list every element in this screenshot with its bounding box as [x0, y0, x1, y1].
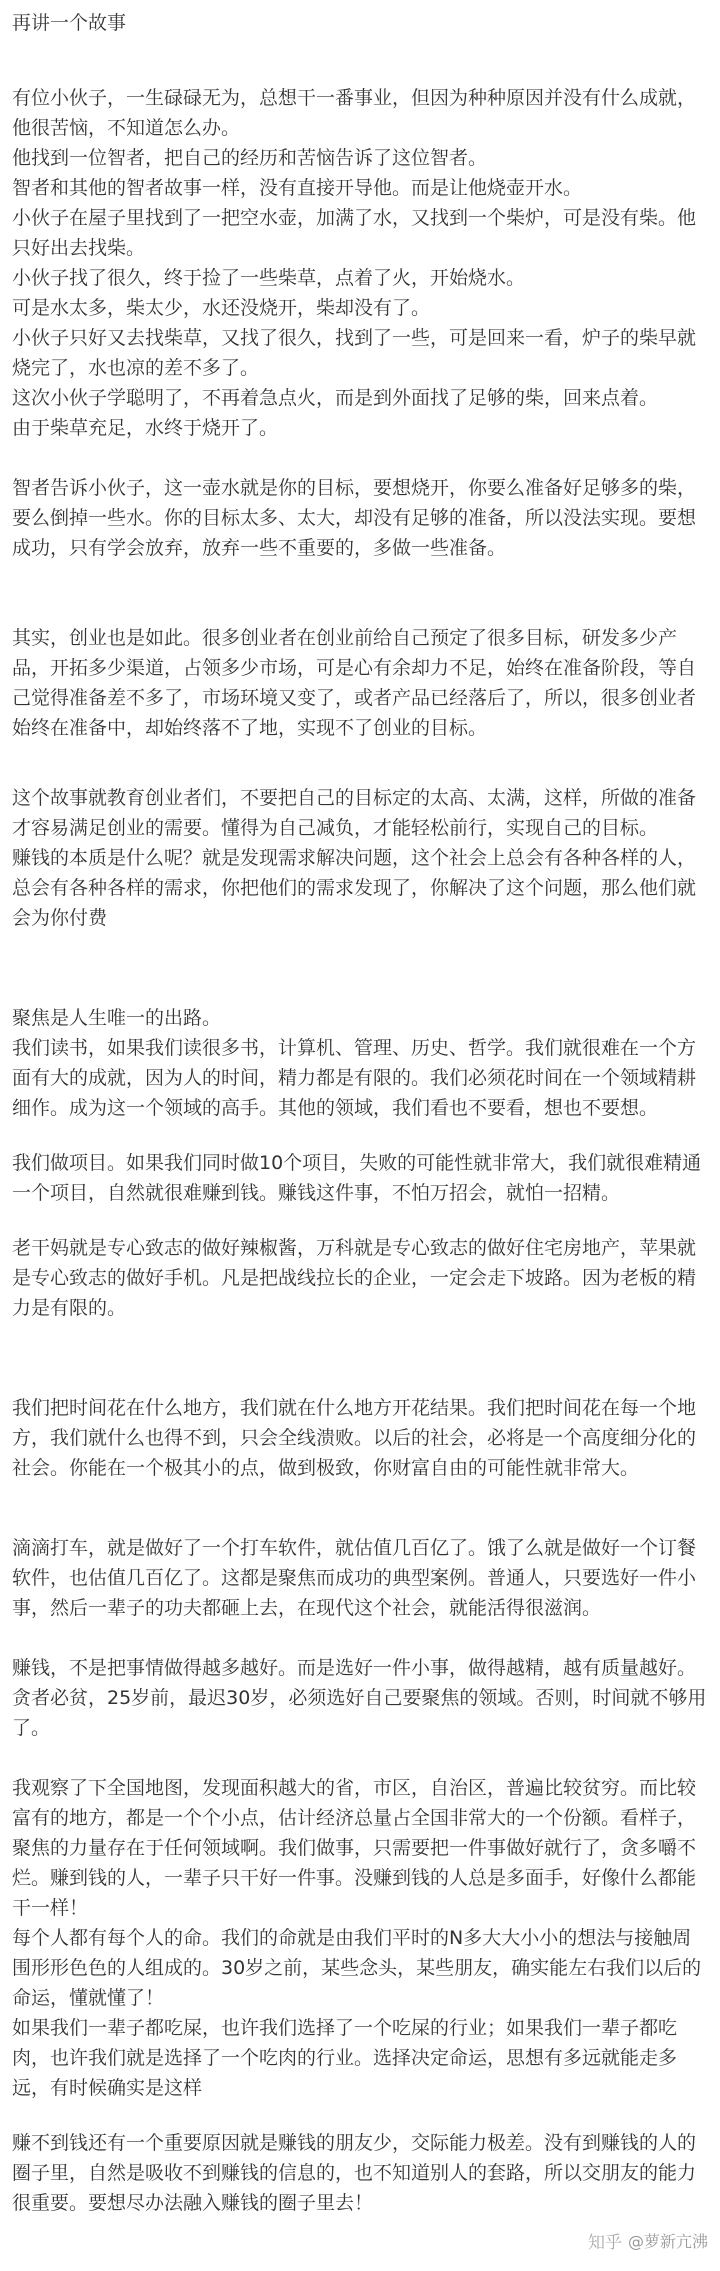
story-paragraph-3: 智者和其他的智者故事一样，没有直接开导他。而是让他烧壶开水。 — [12, 177, 583, 199]
story-paragraph-9: 由于柴草充足，水终于烧开了。 — [12, 417, 279, 439]
story-paragraph-5: 小伙子找了很久，终于捡了一些柴草，点着了火，开始烧水。 — [12, 267, 526, 289]
sage-advice-paragraph: 智者告诉小伙子，这一壶水就是你的目标，要想烧开，你要么准备好足够多的柴，要么倒掉一些水。你的目标太多、太大，却没有足够的准备，所以没法实现。要想成功，只有学会放弃，放弃一些不重要的，多做一些准备。 — [12, 477, 697, 559]
reading-paragraph: 我们读书，如果我们读很多书，计算机、管理、历史、哲学。我们就很难在一个方面有大的成就，因为人的时间，精力都是有限的。我们必须花时间在一个领域精耕细作。成为这一个领域的高手。其他的领域，我们看也不要看，想也不要想。 — [12, 1037, 697, 1119]
article-title: 再讲一个故事 — [12, 12, 127, 34]
laoganma-paragraph: 老干妈就是专心致志的做好辣椒酱，万科就是专心致志的做好住宅房地产，苹果就是专心致志的做好手机。凡是把战线拉长的企业，一定会走下坡路。因为老板的精力是有限的。 — [12, 1237, 697, 1319]
time-focus-paragraph: 我们把时间花在什么地方，我们就在什么地方开花结果。我们把时间花在每一个地方，我们就什么也得不到，只会全线溃败。以后的社会，必将是一个高度细分化的社会。你能在一个极其小的点，做到极致，你财富自由的可能性就非常大。 — [12, 1397, 697, 1479]
didi-paragraph: 滴滴打车，就是做好了一个打车软件，就估值几百亿了。饿了么就是做好一个订餐软件，也估值几百亿了。这都是聚焦而成功的典型案例。普通人，只要选好一件小事，然后一辈子的功夫都砸上去，在现代这个社会，就能活得很滋润。 — [12, 1537, 697, 1619]
zhihu-watermark — [588, 2228, 708, 2253]
projects-paragraph: 我们做项目。如果我们同时做10个项目，失败的可能性就非常大，我们就很难精通一个项目，自然就很难赚到钱。赚钱这件事，不怕万招会，就怕一招精。 — [12, 1152, 702, 1204]
watermark-author: @萝新亢沸 — [627, 2232, 708, 2251]
fate-paragraph: 每个人都有每个人的命。我们的命就是由我们平时的N多大大小小的想法与接触周围形形色色的人组成的。30岁之前，某些念头，某些朋友，确实能左右我们以后的命运，懂就懂了！ — [12, 1927, 702, 2009]
industry-paragraph: 如果我们一辈子都吃屎，也许我们选择了一个吃屎的行业；如果我们一辈子都吃肉，也许我们就是选择了一个吃肉的行业。选择决定命运，思想有多远就能走多远，有时候确实是这样 — [12, 2017, 678, 2099]
earning-more-paragraph: 赚钱，不是把事情做得越多越好。而是选好一件小事，做得越精，越有质量越好。贪者必贫，25岁前，最迟30岁，必须选好自己要聚焦的领域。否则，时间就不够用了。 — [12, 1657, 707, 1739]
friends-paragraph: 赚不到钱还有一个重要原因就是赚钱的朋友少，交际能力极差。没有到赚钱的人的圈子里，自然是吸收不到赚钱的信息的，也不知道别人的套路，所以交朋友的能力很重要。要想尽办法融入赚钱的圈子里去！ — [12, 2132, 697, 2214]
moral-paragraph: 这个故事就教育创业者们，不要把自己的目标定的太高、太满，这样，所做的准备才容易满足创业的需要。懂得为自己减负，才能轻松前行，实现自己的目标。 — [12, 787, 697, 839]
story-paragraph-1: 有位小伙子，一生碌碌无为，总想干一番事业，但因为种种原因并没有什么成就，他很苦恼，不知道怎么办。 — [12, 87, 697, 139]
story-paragraph-4: 小伙子在屋子里找到了一把空水壶，加满了水，又找到一个柴炉，可是没有柴。他只好出去找柴。 — [12, 207, 697, 259]
story-paragraph-7: 小伙子只好又去找柴草，又找了很久，找到了一些，可是回来一看，炉子的柴早就烧完了，水也凉的差不多了。 — [12, 327, 697, 379]
focus-heading: 聚焦是人生唯一的出路。 — [12, 1007, 222, 1029]
map-paragraph: 我观察了下全国地图，发现面积越大的省，市区，自治区，普遍比较贫穷。而比较富有的地方，都是一个个小点，估计经济总量占全国非常大的一个份额。看样子，聚焦的力量存在于任何领域啊。我们做事，只需要把一件事做好就行了，贪多嚼不烂。赚到钱的人，一辈子只干好一件事。没赚到钱的人总是多面手，好像什么都能干一样！ — [12, 1777, 697, 1919]
story-paragraph-2: 他找到一位智者，把自己的经历和苦恼告诉了这位智者。 — [12, 147, 488, 169]
zhihu-logo: 知乎 — [587, 2233, 622, 2253]
startup-lesson-paragraph: 其实，创业也是如此。很多创业者在创业前给自己预定了很多目标，研发多少产品，开拓多少渠道，占领多少市场，可是心有余却力不足，始终在准备阶段，等自己觉得准备差不多了，市场环境又变了，或者产品已经落后了，所以，很多创业者始终在准备中，却始终落不了地，实现不了创业的目标。 — [12, 627, 697, 739]
earning-essence-paragraph: 赚钱的本质是什么呢？就是发现需求解决问题，这个社会上总会有各种各样的人，总会有各种各样的需求，你把他们的需求发现了，你解决了这个问题，那么他们就会为你付费 — [12, 847, 697, 929]
story-paragraph-6: 可是水太多，柴太少，水还没烧开，柴却没有了。 — [12, 297, 431, 319]
story-paragraph-8: 这次小伙子学聪明了，不再着急点火，而是到外面找了足够的柴，回来点着。 — [12, 387, 659, 409]
